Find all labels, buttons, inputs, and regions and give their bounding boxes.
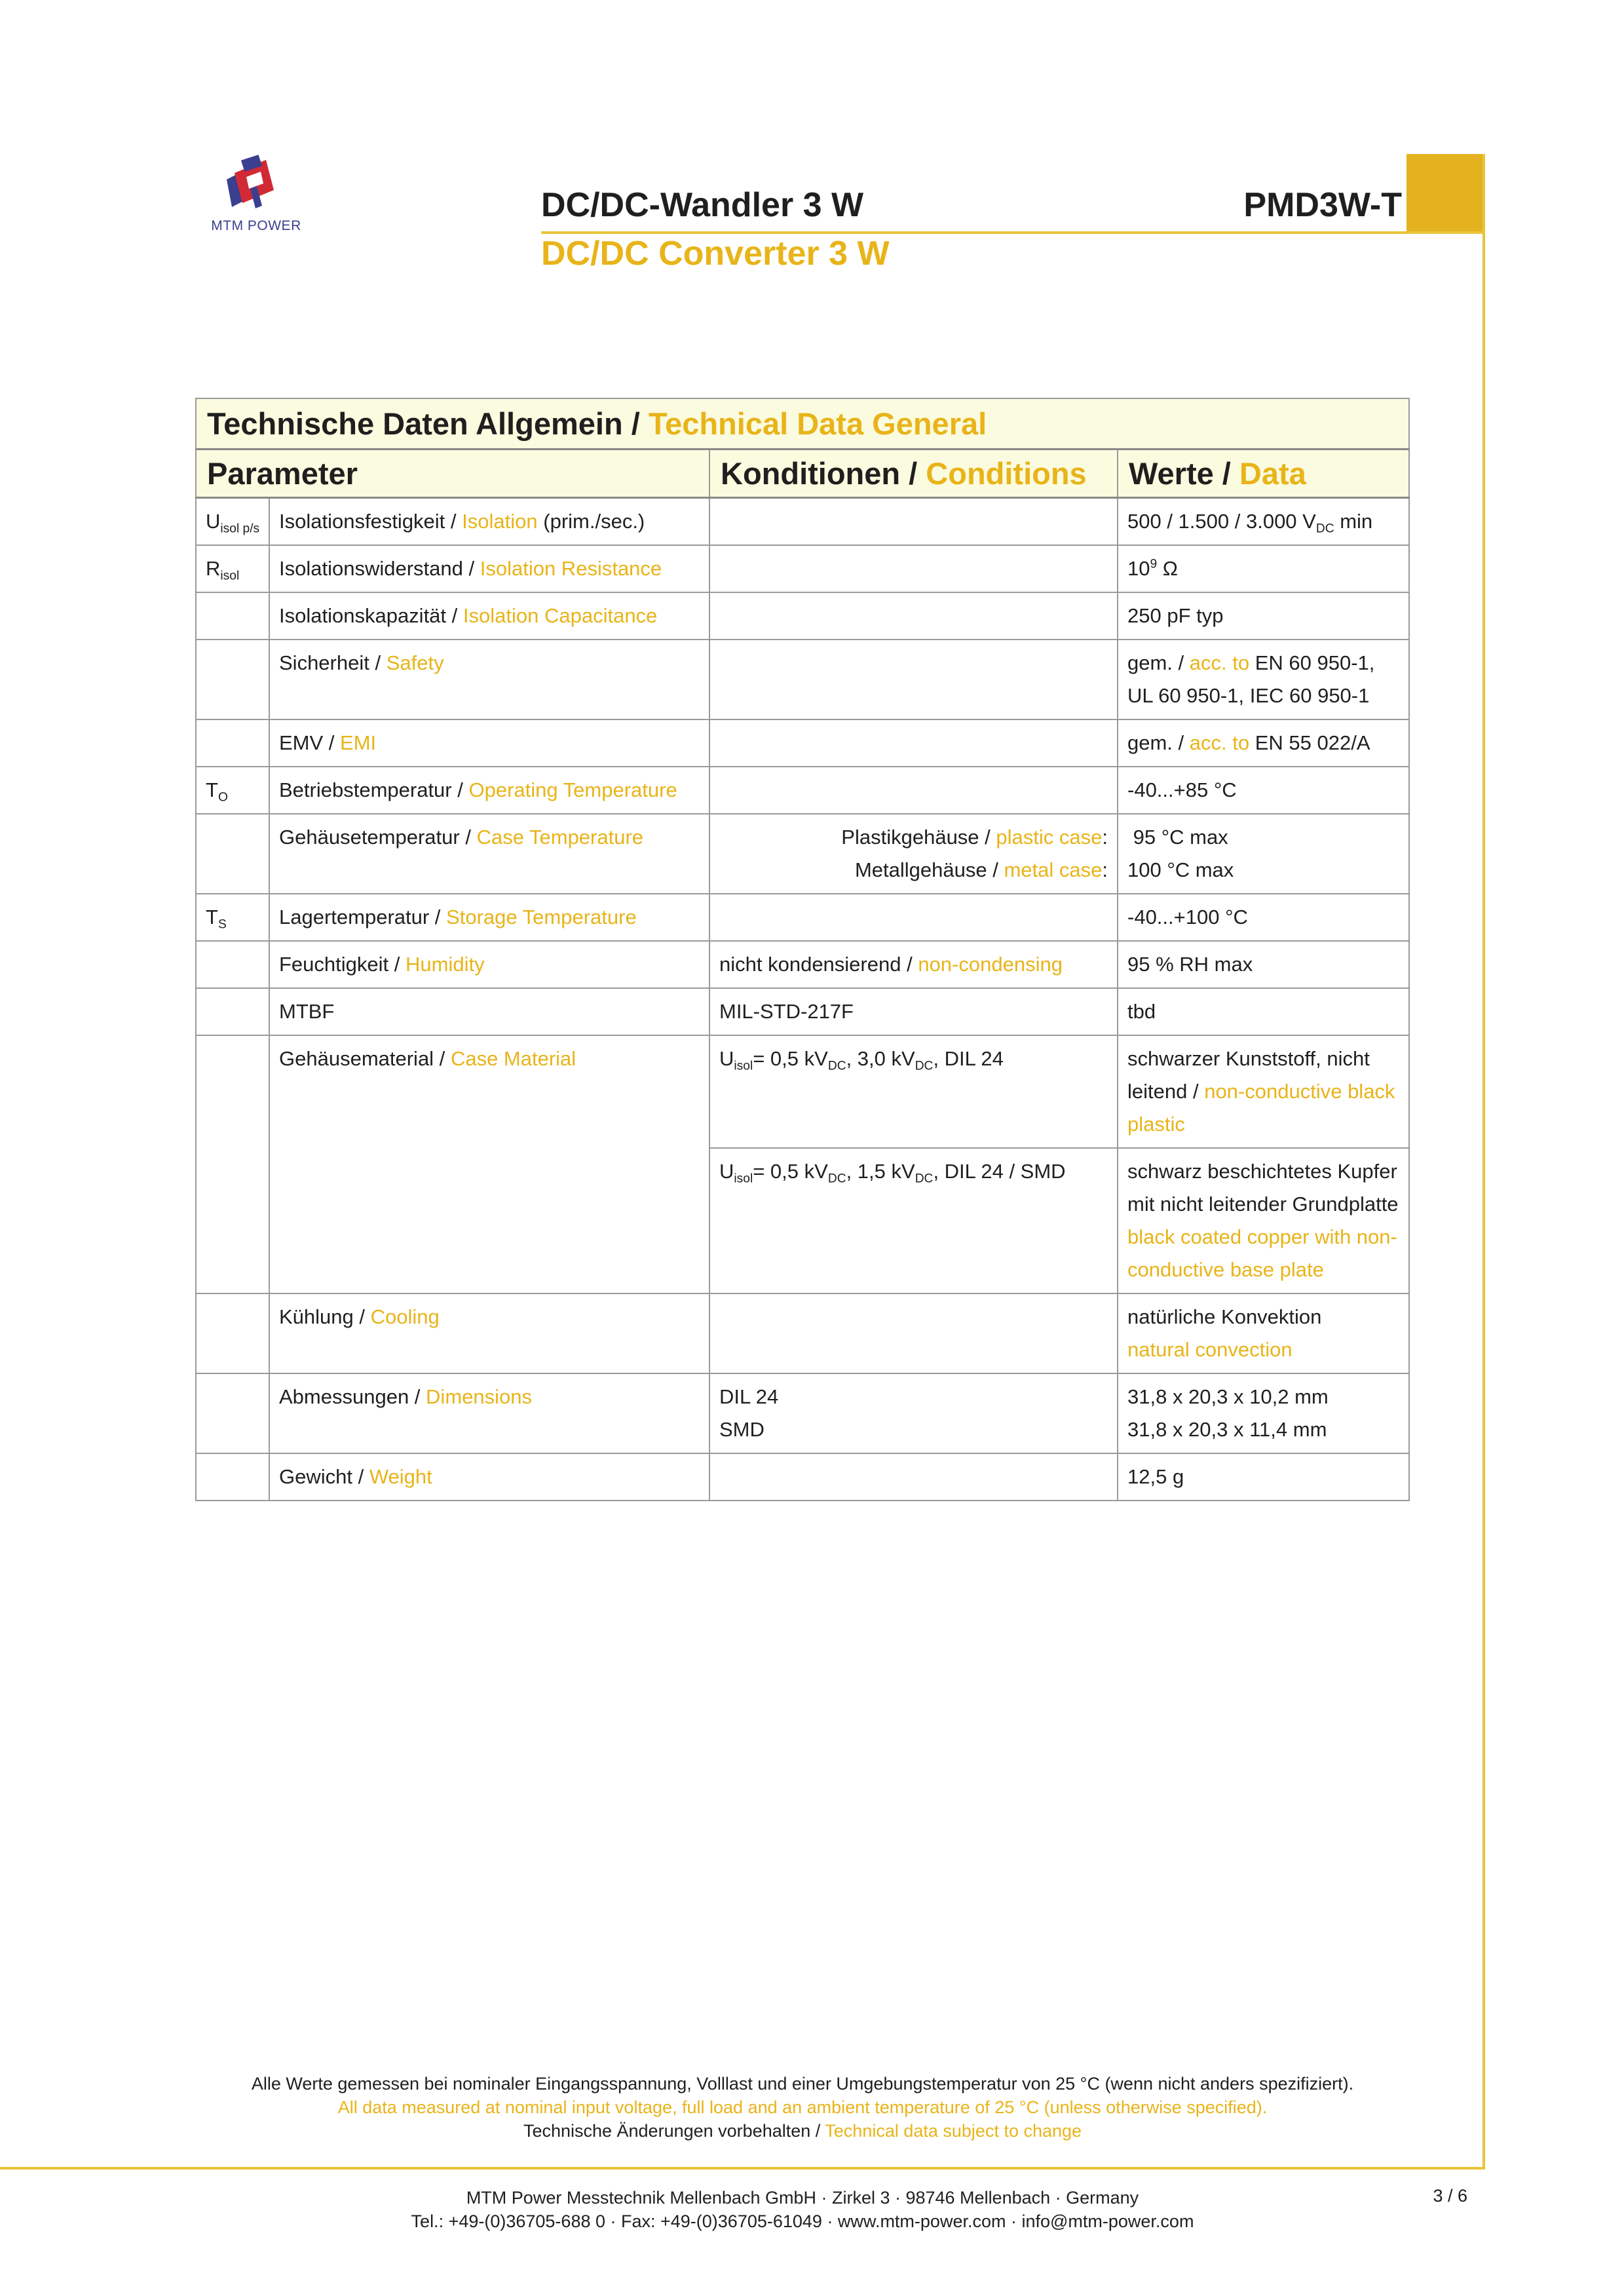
header-data: Werte / Data	[1118, 450, 1409, 498]
row-parameter: Abmessungen / Dimensions	[269, 1373, 709, 1453]
row-parameter: Feuchtigkeit / Humidity	[269, 941, 709, 988]
table-row	[196, 767, 1409, 814]
row-conditions: DIL 24 SMD	[709, 1373, 1118, 1453]
table-row	[196, 592, 1409, 640]
row-parameter: Isolationswiderstand / Isolation Resistance	[269, 545, 709, 592]
row-value: $10^9$ Ω	[1118, 545, 1409, 592]
row-conditions: nicht kondensierend / non-condensing	[709, 941, 1118, 988]
title-english: DC/DC Converter 3 W	[541, 235, 890, 273]
row-parameter: Sicherheit / Safety	[269, 640, 709, 719]
table-row	[196, 1373, 1409, 1453]
table-row	[196, 719, 1409, 767]
row-symbol: $R_{isol}$	[196, 545, 269, 592]
row-conditions: $U_{isol}= 0,5$ $kV_{DC}$, 3,0 $kV_{DC}$, DIL 24	[709, 1035, 1118, 1148]
row-symbol: $T_S$	[196, 894, 269, 941]
row-value: 31,8 x 20,3 x 10,2 mm 31,8 x 20,3 x 11,4 mm	[1118, 1373, 1409, 1453]
row-parameter: Isolationskapazität / Isolation Capacitance	[269, 592, 709, 640]
section-title-en: Technical Data General	[648, 406, 987, 441]
table-row	[196, 1453, 1409, 1501]
row-symbol: $T_O$	[196, 767, 269, 814]
row-conditions	[709, 498, 1118, 546]
footnote-en: All data measured at nominal input voltage, full load and an ambient temperature of 25 °C (unless otherwise specified).	[337, 2097, 1268, 2117]
table-row	[196, 988, 1409, 1035]
row-parameter: Lagertemperatur / Storage Temperature	[269, 894, 709, 941]
table-row	[196, 941, 1409, 988]
row-parameter: Gehäusetemperatur / Case Temperature	[269, 814, 709, 894]
table-row	[196, 545, 1409, 592]
row-value: 500 / 1.500 / 3.000 $V_{DC}$ min	[1118, 498, 1409, 546]
table-header-row	[196, 450, 1409, 498]
table-row	[196, 894, 1409, 941]
footnote-change: Technische Änderungen vorbehalten / Technical data subject to change	[523, 2121, 1082, 2141]
title-german: DC/DC-Wandler 3 W	[541, 186, 864, 224]
technical-data-table	[195, 398, 1410, 1501]
row-value: -40...+100 °C	[1118, 894, 1409, 941]
row-value: schwarzer Kunststoff, nicht leitend / non-conductive black plastic	[1118, 1035, 1409, 1148]
row-value: 12,5 g	[1118, 1453, 1409, 1501]
row-value: schwarz beschichtetes Kupfer mit nicht leitender Grundplatte black coated copper with non-conductive base plate	[1118, 1148, 1409, 1293]
row-parameter: Gehäusematerial / Case Material	[269, 1035, 709, 1293]
footer-rule	[0, 2167, 1485, 2170]
row-value: 95 % RH max	[1118, 941, 1409, 988]
product-code: PMD3W-T	[1243, 186, 1402, 224]
right-margin-rule	[1482, 154, 1485, 2167]
row-parameter: Kühlung / Cooling	[269, 1293, 709, 1373]
footer-company	[197, 2186, 1408, 2233]
logo-text: MTM POWER	[211, 218, 301, 233]
table-row	[196, 1035, 1409, 1148]
header-rule	[541, 231, 1485, 234]
table-row	[196, 1293, 1409, 1373]
company-contact: Tel.: +49-(0)36705-688 0 · Fax: +49-(0)36705-61049 · www.mtm-power.com · info@mtm-power.com	[411, 2211, 1194, 2231]
header-parameter: Parameter	[196, 450, 709, 498]
section-title-de: Technische Daten Allgemein /	[207, 406, 640, 441]
row-value: tbd	[1118, 988, 1409, 1035]
header-accent-block	[1407, 154, 1485, 233]
table-row	[196, 814, 1409, 894]
row-conditions: MIL-STD-217F	[709, 988, 1118, 1035]
row-conditions: $U_{isol}= 0,5$ $kV_{DC}$, 1,5 $kV_{DC}$, DIL 24 / SMD	[709, 1148, 1118, 1293]
row-parameter: Gewicht / Weight	[269, 1453, 709, 1501]
row-conditions: Plastikgehäuse / plastic case: Metallgehäuse / metal case:	[709, 814, 1118, 894]
row-value: gem. / acc. to EN 60 950-1, UL 60 950-1, IEC 60 950-1	[1118, 640, 1409, 719]
table-row	[196, 498, 1409, 546]
company-address: MTM Power Messtechnik Mellenbach GmbH · Zirkel 3 · 98746 Mellenbach · Germany	[466, 2188, 1139, 2208]
footnote-de: Alle Werte gemessen bei nominaler Eingangsspannung, Volllast und einer Umgebungstemperatur von 25 °C (wenn nicht anders spezifiziert).	[251, 2074, 1354, 2094]
table-section-title	[196, 398, 1409, 450]
row-value: 250 pF typ	[1118, 592, 1409, 640]
footnote	[197, 2072, 1408, 2143]
row-value: gem. / acc. to EN 55 022/A	[1118, 719, 1409, 767]
row-parameter: Isolationsfestigkeit / Isolation (prim./sec.)	[269, 498, 709, 546]
table-row	[196, 640, 1409, 719]
row-parameter: EMV / EMI	[269, 719, 709, 767]
row-parameter: Betriebstemperatur / Operating Temperature	[269, 767, 709, 814]
page-number: 3 / 6	[1433, 2186, 1467, 2206]
row-parameter: MTBF	[269, 988, 709, 1035]
header-conditions: Konditionen / Conditions	[709, 450, 1118, 498]
row-value: natürliche Konvektion natural convection	[1118, 1293, 1409, 1373]
row-symbol: $U_{isol p/s}$	[196, 498, 269, 546]
row-conditions	[709, 545, 1118, 592]
row-value: 95 °C max 100 °C max	[1118, 814, 1409, 894]
row-value: -40...+85 °C	[1118, 767, 1409, 814]
